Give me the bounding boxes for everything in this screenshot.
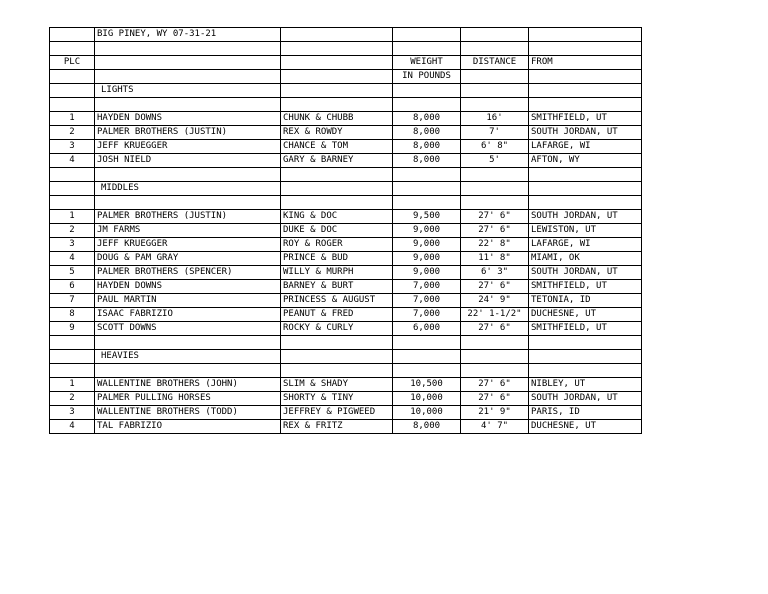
table-row <box>50 252 642 266</box>
place-cell: 8 <box>50 308 95 322</box>
section-row <box>50 84 642 98</box>
distance-cell: 6' 8" <box>461 140 529 154</box>
place-cell: 3 <box>50 238 95 252</box>
spacer-row <box>50 168 642 182</box>
distance-cell: 22' 8" <box>461 238 529 252</box>
spacer-row <box>50 196 642 210</box>
place-cell: 3 <box>50 406 95 420</box>
table-row <box>50 406 642 420</box>
owner-cell: TAL FABRIZIO <box>95 420 281 434</box>
distance-header: DISTANCE <box>461 56 529 70</box>
place-cell: 2 <box>50 392 95 406</box>
owner-cell: PALMER BROTHERS (JUSTIN) <box>95 210 281 224</box>
team-cell: PEANUT & FRED <box>281 308 393 322</box>
team-cell: PRINCESS & AUGUST <box>281 294 393 308</box>
from-cell: AFTON, WY <box>529 154 642 168</box>
place-cell: 2 <box>50 224 95 238</box>
table-row <box>50 140 642 154</box>
weight-cell: 6,000 <box>393 322 461 336</box>
team-cell: REX & FRITZ <box>281 420 393 434</box>
empty-cell <box>393 28 461 42</box>
weight-cell: 9,500 <box>393 210 461 224</box>
from-cell: SMITHFIELD, UT <box>529 322 642 336</box>
results-sheet <box>49 27 642 434</box>
distance-cell: 27' 6" <box>461 392 529 406</box>
place-cell: 4 <box>50 420 95 434</box>
weight-cell: 9,000 <box>393 224 461 238</box>
plc-header: PLC <box>50 56 95 70</box>
table-row <box>50 238 642 252</box>
from-cell: PARIS, ID <box>529 406 642 420</box>
owner-cell: SCOTT DOWNS <box>95 322 281 336</box>
team-cell: SHORTY & TINY <box>281 392 393 406</box>
table-row <box>50 280 642 294</box>
team-cell: KING & DOC <box>281 210 393 224</box>
empty-cell <box>461 28 529 42</box>
title-row <box>50 28 642 42</box>
from-cell: NIBLEY, UT <box>529 378 642 392</box>
from-cell: MIAMI, OK <box>529 252 642 266</box>
team-cell: BARNEY & BURT <box>281 280 393 294</box>
place-cell: 5 <box>50 266 95 280</box>
distance-cell: 7' <box>461 126 529 140</box>
owner-cell: PALMER BROTHERS (JUSTIN) <box>95 126 281 140</box>
owner-cell: DOUG & PAM GRAY <box>95 252 281 266</box>
place-cell: 2 <box>50 126 95 140</box>
place-cell: 4 <box>50 154 95 168</box>
team-cell: CHANCE & TOM <box>281 140 393 154</box>
weight-cell: 9,000 <box>393 252 461 266</box>
team-cell: CHUNK & CHUBB <box>281 112 393 126</box>
team-cell: ROY & ROGER <box>281 238 393 252</box>
table-row <box>50 308 642 322</box>
from-cell: LAFARGE, WI <box>529 140 642 154</box>
section-row <box>50 350 642 364</box>
from-cell: SMITHFIELD, UT <box>529 112 642 126</box>
spacer-row <box>50 42 642 56</box>
weight-cell: 8,000 <box>393 154 461 168</box>
owner-cell: PAUL MARTIN <box>95 294 281 308</box>
weight-cell: 10,000 <box>393 392 461 406</box>
distance-cell: 21' 9" <box>461 406 529 420</box>
from-cell: DUCHESNE, UT <box>529 308 642 322</box>
distance-cell: 16' <box>461 112 529 126</box>
table-row <box>50 378 642 392</box>
owner-cell: JEFF KRUEGGER <box>95 238 281 252</box>
table-row <box>50 126 642 140</box>
place-cell: 1 <box>50 112 95 126</box>
weight-cell: 9,000 <box>393 238 461 252</box>
weight-cell: 10,000 <box>393 406 461 420</box>
place-cell: 3 <box>50 140 95 154</box>
distance-cell: 27' 6" <box>461 280 529 294</box>
owner-cell: ISAAC FABRIZIO <box>95 308 281 322</box>
weight-cell: 8,000 <box>393 112 461 126</box>
weight-unit-header: IN POUNDS <box>393 70 461 84</box>
table-row <box>50 322 642 336</box>
team-cell: WILLY & MURPH <box>281 266 393 280</box>
section-row <box>50 182 642 196</box>
results-body <box>50 28 642 434</box>
distance-cell: 27' 6" <box>461 210 529 224</box>
distance-cell: 27' 6" <box>461 322 529 336</box>
owner-cell: HAYDEN DOWNS <box>95 112 281 126</box>
empty-cell <box>50 28 95 42</box>
spacer-row <box>50 98 642 112</box>
team-cell: REX & ROWDY <box>281 126 393 140</box>
section-title: HEAVIES <box>95 350 281 364</box>
distance-cell: 5' <box>461 154 529 168</box>
owner-cell: WALLENTINE BROTHERS (TODD) <box>95 406 281 420</box>
from-cell: SOUTH JORDAN, UT <box>529 392 642 406</box>
place-cell: 6 <box>50 280 95 294</box>
weight-header: WEIGHT <box>393 56 461 70</box>
place-cell: 4 <box>50 252 95 266</box>
table-row <box>50 112 642 126</box>
weight-cell: 8,000 <box>393 126 461 140</box>
team-cell: GARY & BARNEY <box>281 154 393 168</box>
event-title: BIG PINEY, WY 07-31-21 <box>95 28 281 42</box>
weight-cell: 10,500 <box>393 378 461 392</box>
place-cell: 1 <box>50 378 95 392</box>
from-header: FROM <box>529 56 642 70</box>
owner-cell: WALLENTINE BROTHERS (JOHN) <box>95 378 281 392</box>
place-cell: 9 <box>50 322 95 336</box>
distance-cell: 27' 6" <box>461 378 529 392</box>
from-cell: TETONIA, ID <box>529 294 642 308</box>
team-cell: DUKE & DOC <box>281 224 393 238</box>
from-cell: SOUTH JORDAN, UT <box>529 126 642 140</box>
table-row <box>50 154 642 168</box>
from-cell: SMITHFIELD, UT <box>529 280 642 294</box>
weight-cell: 8,000 <box>393 420 461 434</box>
spacer-row <box>50 336 642 350</box>
distance-cell: 27' 6" <box>461 224 529 238</box>
table-row <box>50 420 642 434</box>
owner-cell: JEFF KRUEGGER <box>95 140 281 154</box>
weight-cell: 7,000 <box>393 294 461 308</box>
distance-cell: 22' 1-1/2" <box>461 308 529 322</box>
owner-cell: JOSH NIELD <box>95 154 281 168</box>
section-title: LIGHTS <box>95 84 281 98</box>
team-cell: JEFFREY & PIGWEED <box>281 406 393 420</box>
header-row-2 <box>50 70 642 84</box>
from-cell: DUCHESNE, UT <box>529 420 642 434</box>
table-row <box>50 224 642 238</box>
table-row <box>50 266 642 280</box>
header-row <box>50 56 642 70</box>
distance-cell: 24' 9" <box>461 294 529 308</box>
table-row <box>50 294 642 308</box>
owner-cell: JM FARMS <box>95 224 281 238</box>
from-cell: SOUTH JORDAN, UT <box>529 210 642 224</box>
empty-cell <box>95 56 281 70</box>
distance-cell: 4' 7" <box>461 420 529 434</box>
table-row <box>50 210 642 224</box>
weight-cell: 9,000 <box>393 266 461 280</box>
owner-cell: PALMER PULLING HORSES <box>95 392 281 406</box>
team-cell: SLIM & SHADY <box>281 378 393 392</box>
place-cell: 1 <box>50 210 95 224</box>
owner-cell: HAYDEN DOWNS <box>95 280 281 294</box>
empty-cell <box>281 56 393 70</box>
section-title: MIDDLES <box>95 182 281 196</box>
weight-cell: 7,000 <box>393 280 461 294</box>
team-cell: ROCKY & CURLY <box>281 322 393 336</box>
from-cell: LAFARGE, WI <box>529 238 642 252</box>
place-cell: 7 <box>50 294 95 308</box>
spacer-row <box>50 364 642 378</box>
empty-cell <box>529 28 642 42</box>
team-cell: PRINCE & BUD <box>281 252 393 266</box>
weight-cell: 8,000 <box>393 140 461 154</box>
distance-cell: 11' 8" <box>461 252 529 266</box>
empty-cell <box>281 28 393 42</box>
owner-cell: PALMER BROTHERS (SPENCER) <box>95 266 281 280</box>
table-row <box>50 392 642 406</box>
from-cell: SOUTH JORDAN, UT <box>529 266 642 280</box>
weight-cell: 7,000 <box>393 308 461 322</box>
distance-cell: 6' 3" <box>461 266 529 280</box>
from-cell: LEWISTON, UT <box>529 224 642 238</box>
